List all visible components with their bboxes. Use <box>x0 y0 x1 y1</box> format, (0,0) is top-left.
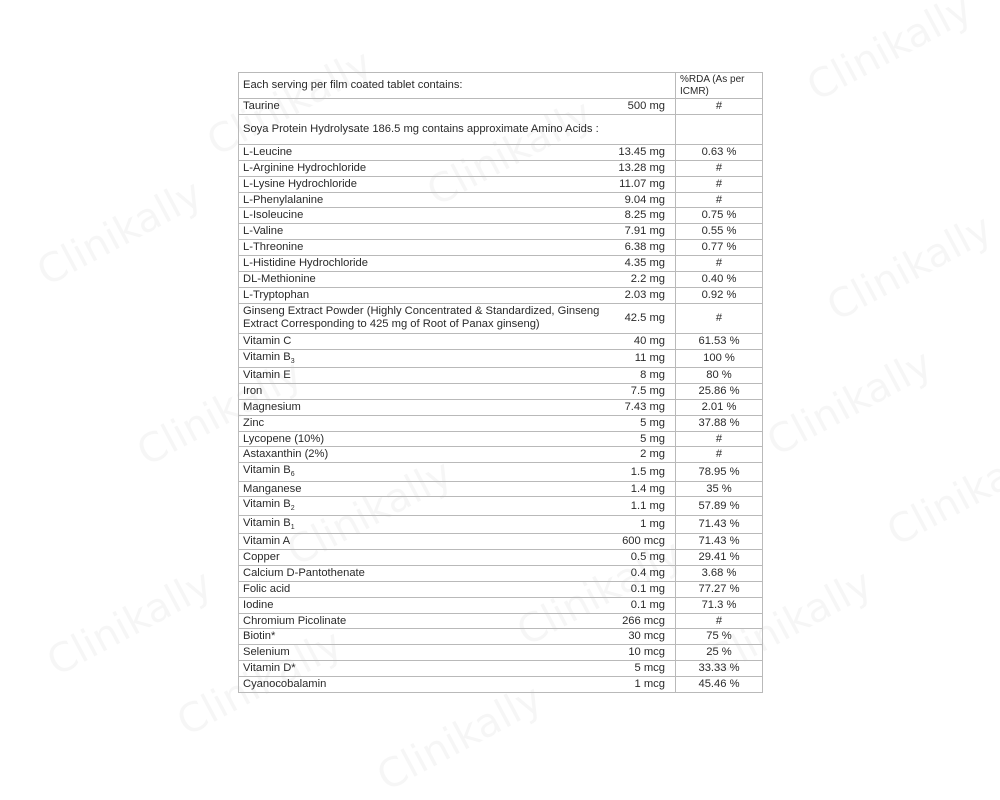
rda-value: 35 % <box>676 481 763 497</box>
rda-value: 25.86 % <box>676 383 763 399</box>
table-row <box>239 224 763 240</box>
nutrient-name: Vitamin $B_6$ <box>243 464 295 479</box>
nutrient-amount: 1.5 mg <box>630 465 665 478</box>
nutrient-amount: 1 mg <box>640 517 665 530</box>
table-row <box>239 144 763 160</box>
table-row <box>239 534 763 550</box>
nutrient-amount: 0.4 mg <box>630 566 665 579</box>
table-row <box>239 549 763 565</box>
table-row <box>239 114 763 144</box>
nutrient-amount: 2.2 mg <box>630 273 665 286</box>
nutrient-name: Vitamin A <box>243 535 291 548</box>
nutrient-cell <box>239 349 676 367</box>
nutrient-name: Vitamin E <box>243 368 291 381</box>
watermark-text <box>760 341 940 466</box>
nutrient-name: L-Threonine <box>243 241 304 254</box>
table-row <box>239 99 763 115</box>
nutrient-amount: 1.1 mg <box>630 499 665 512</box>
nutrient-amount: 42.5 mg <box>624 311 665 324</box>
table-row <box>239 497 763 515</box>
nutrient-cell <box>239 661 676 677</box>
rda-value: 71.43 % <box>676 515 763 533</box>
header-rda-label: %RDA (As per ICMR) <box>676 73 763 99</box>
nutrient-cell <box>239 240 676 256</box>
nutrient-amount: 7.91 mg <box>624 225 665 238</box>
nutrient-name: Calcium D-Pantothenate <box>243 566 365 579</box>
nutrient-cell <box>239 383 676 399</box>
table-row <box>239 208 763 224</box>
nutrient-cell <box>239 581 676 597</box>
table-row <box>239 303 763 333</box>
rda-value: # <box>676 431 763 447</box>
rda-value: # <box>676 160 763 176</box>
nutrient-amount: 13.28 mg <box>618 161 665 174</box>
nutrient-cell <box>239 114 676 144</box>
nutrient-cell <box>239 629 676 645</box>
table-row <box>239 613 763 629</box>
nutrient-cell <box>239 645 676 661</box>
table-row <box>239 349 763 367</box>
nutrient-cell <box>239 597 676 613</box>
rda-value: 61.53 % <box>676 333 763 349</box>
nutrient-name: Manganese <box>243 482 302 495</box>
nutrient-amount: 2 mg <box>640 448 665 461</box>
rda-value: 25 % <box>676 645 763 661</box>
nutrient-cell <box>239 399 676 415</box>
nutrient-name: Iron <box>243 384 263 397</box>
vitamin-subscript: 1 <box>290 524 295 531</box>
vitamin-subscript: 6 <box>290 471 295 479</box>
nutrient-amount: 5 mg <box>640 416 665 429</box>
rda-value: # <box>676 447 763 463</box>
nutrient-name: Iodine <box>243 598 274 611</box>
nutrient-cell <box>239 515 676 533</box>
table-header-row <box>239 73 763 99</box>
nutrient-amount: 5 mg <box>640 432 665 445</box>
vitamin-subscript: 2 <box>290 505 295 513</box>
nutrient-amount: 9.04 mg <box>624 193 665 206</box>
nutrient-cell <box>239 534 676 550</box>
nutrient-cell <box>239 192 676 208</box>
rda-value: 57.89 % <box>676 497 763 515</box>
nutrient-cell <box>239 333 676 349</box>
header-serving-label: Each serving per film coated tablet contains: <box>239 73 676 99</box>
nutrient-amount: 0.1 mg <box>630 582 665 595</box>
nutrient-amount: 6.38 mg <box>624 241 665 254</box>
nutrient-name: Soya Protein Hydrolysate 186.5 mg contains approximate Amino Acids : <box>243 122 599 135</box>
rda-value: # <box>676 192 763 208</box>
rda-value: # <box>676 99 763 115</box>
table-row <box>239 661 763 677</box>
nutrient-name: Biotin* <box>243 630 276 643</box>
rda-value: 37.88 % <box>676 415 763 431</box>
nutrient-name: L-Leucine <box>243 145 293 158</box>
nutrient-cell <box>239 176 676 192</box>
nutrient-name: Folic acid <box>243 582 291 595</box>
nutrient-amount: 8.25 mg <box>624 209 665 222</box>
watermark-text <box>880 431 1000 556</box>
nutrient-amount: 600 mcg <box>622 535 665 548</box>
rda-value: 3.68 % <box>676 565 763 581</box>
nutrient-amount: 11 mg <box>634 351 665 364</box>
nutrient-cell <box>239 463 676 481</box>
nutrient-cell <box>239 160 676 176</box>
nutrient-name: L-Histidine Hydrochloride <box>243 257 368 270</box>
nutrient-name: Chromium Picolinate <box>243 614 347 627</box>
nutrient-cell <box>239 367 676 383</box>
watermark-text <box>30 171 210 296</box>
nutrient-cell <box>239 287 676 303</box>
watermark-text <box>40 561 220 686</box>
nutrient-name: Vitamin $B_2$ <box>243 498 295 513</box>
nutrient-name: Zinc <box>243 416 265 429</box>
nutrient-name: Vitamin $B_1$ <box>243 516 295 531</box>
table-row <box>239 629 763 645</box>
rda-value: 45.46 % <box>676 677 763 693</box>
table-row <box>239 581 763 597</box>
rda-value: 2.01 % <box>676 399 763 415</box>
table-row <box>239 383 763 399</box>
table-row <box>239 645 763 661</box>
nutrient-cell <box>239 565 676 581</box>
nutrient-cell <box>239 256 676 272</box>
nutrient-cell <box>239 497 676 515</box>
table-row <box>239 481 763 497</box>
nutrient-cell <box>239 224 676 240</box>
table-row <box>239 447 763 463</box>
table-row <box>239 160 763 176</box>
table-row <box>239 431 763 447</box>
table-row <box>239 256 763 272</box>
watermark-text <box>800 0 980 110</box>
nutrient-amount: 4.35 mg <box>624 257 665 270</box>
nutrient-name: Selenium <box>243 646 290 659</box>
rda-value: 71.43 % <box>676 534 763 550</box>
nutrient-cell <box>239 481 676 497</box>
nutrient-amount: 0.5 mg <box>630 550 665 563</box>
rda-value <box>676 114 763 144</box>
nutrient-cell <box>239 549 676 565</box>
rda-value: 77.27 % <box>676 581 763 597</box>
nutrient-name: L-Lysine Hydrochloride <box>243 177 357 190</box>
nutrient-amount: 5 mcg <box>634 662 665 675</box>
nutrient-name: Vitamin C <box>243 334 292 347</box>
rda-value: 29.41 % <box>676 549 763 565</box>
nutrient-amount: 11.07 mg <box>619 177 665 190</box>
nutrient-name: Vitamin D* <box>243 662 296 675</box>
nutrient-cell <box>239 613 676 629</box>
nutrient-name: Vitamin $B_3$ <box>243 350 295 365</box>
nutrient-amount: 1 mcg <box>634 678 665 691</box>
table-row <box>239 333 763 349</box>
nutrient-cell <box>239 431 676 447</box>
nutrient-amount: 500 mg <box>627 100 665 112</box>
table-row <box>239 463 763 481</box>
nutrient-name: Cyanocobalamin <box>243 678 327 691</box>
table-row <box>239 677 763 693</box>
nutrient-cell <box>239 272 676 288</box>
nutrient-cell <box>239 99 676 115</box>
nutrient-name: L-Isoleucine <box>243 209 304 222</box>
vitamin-subscript: 3 <box>290 357 295 365</box>
rda-value: 0.75 % <box>676 208 763 224</box>
rda-value: 0.77 % <box>676 240 763 256</box>
nutrient-amount: 8 mg <box>640 368 665 381</box>
table-row <box>239 399 763 415</box>
table-row <box>239 565 763 581</box>
nutrient-name: L-Arginine Hydrochloride <box>243 161 367 174</box>
nutrient-name: Ginseng Extract Powder (Highly Concentrated & Standardized, Ginseng Extract Corresponding to 425 mg of Root of Panax ginseng) <box>243 305 600 331</box>
nutrient-cell <box>239 677 676 693</box>
rda-value: 80 % <box>676 367 763 383</box>
nutrient-amount: 7.5 mg <box>630 384 665 397</box>
nutrient-cell <box>239 415 676 431</box>
nutrient-name: L-Tryptophan <box>243 288 310 301</box>
table-row <box>239 176 763 192</box>
rda-value: 100 % <box>676 349 763 367</box>
nutrient-name: DL-Methionine <box>243 273 316 286</box>
nutrient-amount: 10 mcg <box>628 646 665 659</box>
nutrient-cell <box>239 303 676 333</box>
nutrient-amount: 266 mcg <box>622 614 665 627</box>
nutrient-cell <box>239 447 676 463</box>
nutrient-amount: 2.03 mg <box>624 288 665 301</box>
table-row <box>239 240 763 256</box>
nutrient-amount: 40 mg <box>633 334 665 347</box>
table-row <box>239 367 763 383</box>
watermark-text <box>820 206 1000 331</box>
rda-value: # <box>676 176 763 192</box>
nutrient-name: L-Phenylalanine <box>243 193 324 206</box>
rda-value: 75 % <box>676 629 763 645</box>
nutrient-name: Magnesium <box>243 400 301 413</box>
nutrient-name: Copper <box>243 550 280 563</box>
nutrient-name: Lycopene (10%) <box>243 432 325 445</box>
rda-value: 71.3 % <box>676 597 763 613</box>
rda-value: 33.33 % <box>676 661 763 677</box>
rda-value: 78.95 % <box>676 463 763 481</box>
nutrient-amount: 1.4 mg <box>630 482 665 495</box>
rda-value: 0.55 % <box>676 224 763 240</box>
table-row <box>239 415 763 431</box>
watermark-text <box>370 676 550 800</box>
rda-value: 0.40 % <box>676 272 763 288</box>
rda-value: # <box>676 613 763 629</box>
nutrient-cell <box>239 208 676 224</box>
table-row <box>239 597 763 613</box>
table-row <box>239 515 763 533</box>
nutrient-name: Astaxanthin (2%) <box>243 448 329 461</box>
nutrient-amount: 13.45 mg <box>618 145 665 158</box>
nutrient-amount: 7.43 mg <box>624 400 665 413</box>
rda-value: # <box>676 303 763 333</box>
rda-value: 0.63 % <box>676 144 763 160</box>
nutrient-name: L-Valine <box>243 225 284 238</box>
nutrition-table <box>238 72 763 693</box>
nutrient-amount: 30 mcg <box>628 630 665 643</box>
rda-value: 0.92 % <box>676 287 763 303</box>
nutrient-name: Taurine <box>243 100 280 112</box>
table-row <box>239 287 763 303</box>
table-row <box>239 192 763 208</box>
nutrient-cell <box>239 144 676 160</box>
nutrient-amount: 0.1 mg <box>630 598 665 611</box>
rda-value: # <box>676 256 763 272</box>
table-row <box>239 272 763 288</box>
